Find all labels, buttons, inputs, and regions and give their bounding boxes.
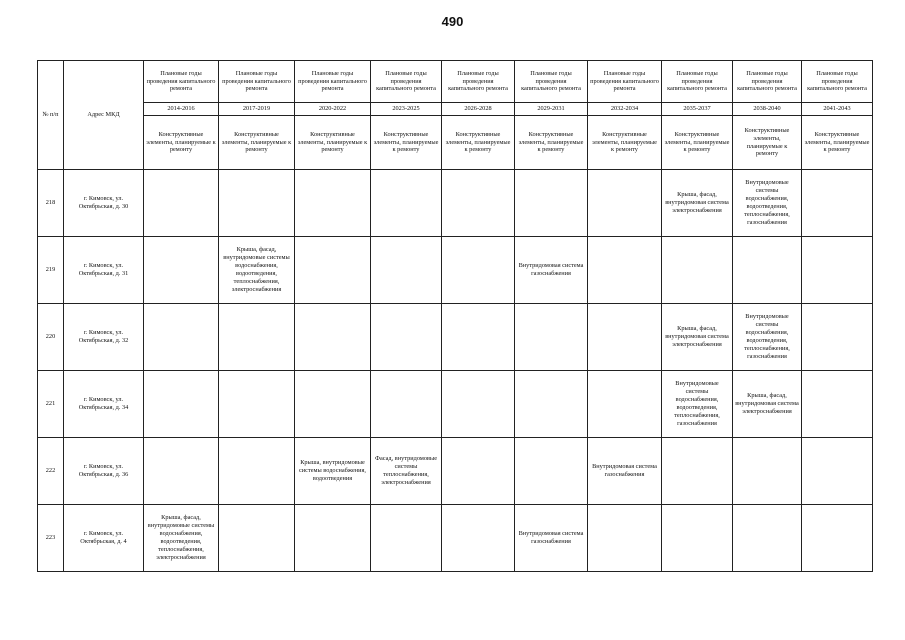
work-cell xyxy=(733,438,802,505)
work-cell xyxy=(219,304,295,371)
work-cell xyxy=(515,304,588,371)
work-cell xyxy=(219,438,295,505)
header-elements-label: Конструктивные элементы, планируемые к ремонту xyxy=(219,116,295,170)
capital-repair-table xyxy=(37,60,873,572)
work-cell xyxy=(662,438,733,505)
work-cell xyxy=(442,371,515,438)
header-row-periods xyxy=(38,61,873,103)
work-cell xyxy=(371,237,442,304)
header-period-label: Плановые годы проведения капитального ремонта xyxy=(371,61,442,103)
work-cell xyxy=(295,170,371,237)
work-cell xyxy=(588,237,662,304)
header-period-years: 2023-2025 xyxy=(371,103,442,116)
work-cell xyxy=(371,505,442,572)
work-cell: Внутридомовые системы водоснабжения, водоотведения, теплоснабжения, газоснабжения xyxy=(733,170,802,237)
header-period-label: Плановые годы проведения капитального ремонта xyxy=(733,61,802,103)
work-cell xyxy=(144,170,219,237)
work-cell xyxy=(515,371,588,438)
header-elements-label: Конструктивные элементы, планируемые к ремонту xyxy=(442,116,515,170)
header-elements-label: Конструктивные элементы, планируемые к ремонту xyxy=(144,116,219,170)
row-number: 220 xyxy=(38,304,64,371)
work-cell xyxy=(802,371,873,438)
work-cell: Внутридомовая система газоснабжения xyxy=(588,438,662,505)
header-period-label: Плановые годы проведения капитального ремонта xyxy=(588,61,662,103)
row-address: г. Кимовск, ул. Октябрьская, д. 36 xyxy=(64,438,144,505)
row-number: 222 xyxy=(38,438,64,505)
work-cell xyxy=(144,438,219,505)
work-cell xyxy=(515,438,588,505)
work-cell xyxy=(144,371,219,438)
header-period-label: Плановые годы проведения капитального ремонта xyxy=(144,61,219,103)
work-cell xyxy=(442,170,515,237)
row-number: 221 xyxy=(38,371,64,438)
work-cell xyxy=(219,505,295,572)
header-period-years: 2014-2016 xyxy=(144,103,219,116)
work-cell xyxy=(442,438,515,505)
work-cell xyxy=(515,170,588,237)
work-cell xyxy=(371,371,442,438)
header-period-label: Плановые годы проведения капитального ремонта xyxy=(442,61,515,103)
work-cell xyxy=(219,170,295,237)
table-row xyxy=(38,371,873,438)
row-number: 218 xyxy=(38,170,64,237)
work-cell xyxy=(802,438,873,505)
work-cell: Крыша, фасад, внутридомовая система электроснабжения xyxy=(733,371,802,438)
table-body xyxy=(38,170,873,572)
work-cell xyxy=(219,371,295,438)
work-cell xyxy=(733,505,802,572)
work-cell xyxy=(733,237,802,304)
header-elements-label: Конструктивные элементы, планируемые к ремонту xyxy=(662,116,733,170)
header-period-label: Плановые годы проведения капитального ремонта xyxy=(219,61,295,103)
work-cell xyxy=(442,505,515,572)
work-cell: Крыша, внутридомовые системы водоснабжения, водоотведения xyxy=(295,438,371,505)
work-cell xyxy=(588,505,662,572)
page-number: 490 xyxy=(441,14,464,29)
work-cell xyxy=(662,237,733,304)
work-cell xyxy=(295,237,371,304)
row-number: 219 xyxy=(38,237,64,304)
work-cell: Внутридомовые системы водоснабжения, водоотведения, теплоснабжения, газоснабжения xyxy=(733,304,802,371)
header-period-years: 2026-2028 xyxy=(442,103,515,116)
header-period-label: Плановые годы проведения капитального ремонта xyxy=(802,61,873,103)
work-cell xyxy=(295,371,371,438)
header-elements-label: Конструктивные элементы, планируемые к ремонту xyxy=(588,116,662,170)
work-cell xyxy=(802,170,873,237)
header-period-label: Плановые годы проведения капитального ремонта xyxy=(295,61,371,103)
work-cell xyxy=(371,170,442,237)
header-period-label: Плановые годы проведения капитального ремонта xyxy=(662,61,733,103)
work-cell xyxy=(144,304,219,371)
header-num: № п/п xyxy=(38,61,64,170)
header-row-elements xyxy=(38,116,873,170)
row-address: г. Кимовск, ул. Октябрьская, д. 31 xyxy=(64,237,144,304)
work-cell xyxy=(371,304,442,371)
work-cell xyxy=(144,237,219,304)
work-cell xyxy=(295,304,371,371)
header-address: Адрес МКД xyxy=(64,61,144,170)
work-cell xyxy=(802,505,873,572)
header-period-years: 2032-2034 xyxy=(588,103,662,116)
table-row xyxy=(38,170,873,237)
work-cell xyxy=(588,304,662,371)
table-row xyxy=(38,438,873,505)
work-cell xyxy=(588,371,662,438)
header-period-label: Плановые годы проведения капитального ремонта xyxy=(515,61,588,103)
header-elements-label: Конструктивные элементы, планируемые к ремонту xyxy=(371,116,442,170)
work-cell: Внутридомовая система газоснабжения xyxy=(515,505,588,572)
header-period-years: 2029-2031 xyxy=(515,103,588,116)
header-elements-label: Конструктивные элементы, планируемые к ремонту xyxy=(733,116,802,170)
header-elements-label: Конструктивные элементы, планируемые к ремонту xyxy=(515,116,588,170)
header-period-years: 2017-2019 xyxy=(219,103,295,116)
row-address: г. Кимовск, ул. Октябрьская, д. 4 xyxy=(64,505,144,572)
table-row xyxy=(38,505,873,572)
row-address: г. Кимовск, ул. Октябрьская, д. 30 xyxy=(64,170,144,237)
work-cell xyxy=(802,237,873,304)
header-period-years: 2038-2040 xyxy=(733,103,802,116)
row-address: г. Кимовск, ул. Октябрьская, д. 34 xyxy=(64,371,144,438)
header-period-years: 2035-2037 xyxy=(662,103,733,116)
work-cell: Крыша, фасад, внутридомовая система электроснабжения xyxy=(662,170,733,237)
table-row xyxy=(38,304,873,371)
header-elements-label: Конструктивные элементы, планируемые к ремонту xyxy=(802,116,873,170)
work-cell xyxy=(662,505,733,572)
header-period-years: 2020-2022 xyxy=(295,103,371,116)
table-header xyxy=(38,61,873,170)
work-cell: Фасад, внутридомовые системы теплоснабжения, электроснабжения xyxy=(371,438,442,505)
work-cell xyxy=(442,304,515,371)
table-row xyxy=(38,237,873,304)
work-cell: Крыша, фасад, внутридомовые системы водоснабжения, водоотведения, теплоснабжения, электроснабжения xyxy=(144,505,219,572)
work-cell xyxy=(588,170,662,237)
row-number: 223 xyxy=(38,505,64,572)
row-address: г. Кимовск, ул. Октябрьская, д. 32 xyxy=(64,304,144,371)
work-cell: Внутридомовая система газоснабжения xyxy=(515,237,588,304)
work-cell xyxy=(442,237,515,304)
header-row-years xyxy=(38,103,873,116)
header-elements-label: Конструктивные элементы, планируемые к ремонту xyxy=(295,116,371,170)
work-cell: Внутридомовые системы водоснабжения, водоотведения, теплоснабжения, газоснабжения xyxy=(662,371,733,438)
work-cell xyxy=(802,304,873,371)
work-cell xyxy=(295,505,371,572)
header-period-years: 2041-2043 xyxy=(802,103,873,116)
work-cell: Крыша, фасад, внутридомовые системы водоснабжения, водоотведения, теплоснабжения, электроснабжения xyxy=(219,237,295,304)
work-cell: Крыша, фасад, внутридомовая система электроснабжения xyxy=(662,304,733,371)
